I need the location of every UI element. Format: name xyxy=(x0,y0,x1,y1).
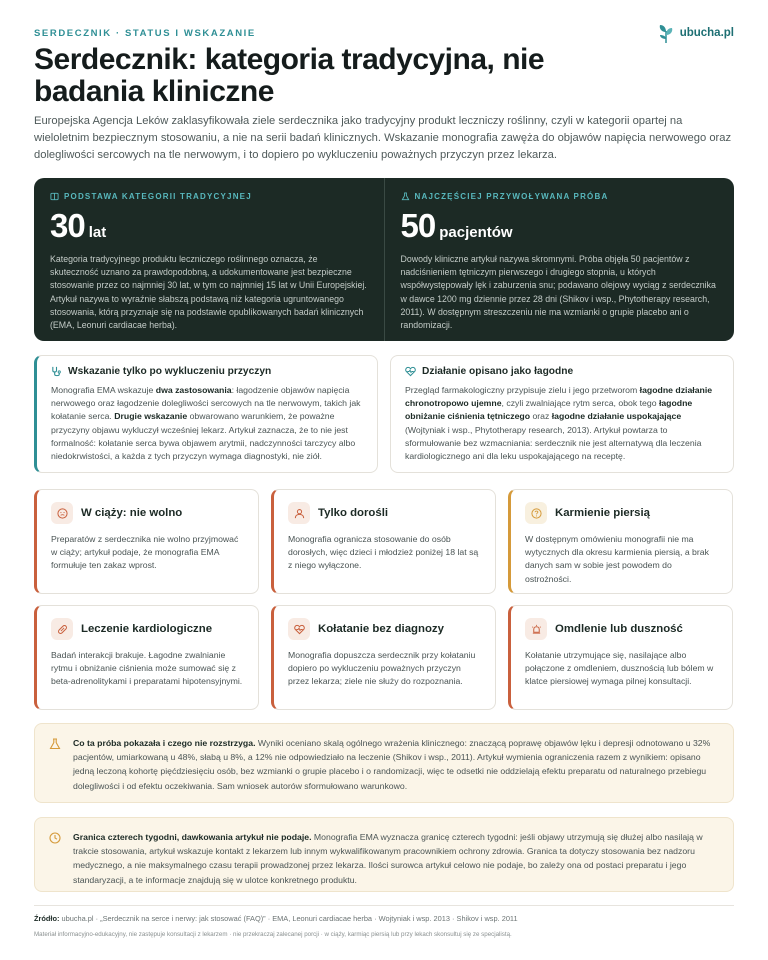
card-cardiology xyxy=(34,605,259,710)
stethoscope-icon xyxy=(51,366,62,377)
brand-name: ubucha.pl xyxy=(679,27,734,39)
clock-icon xyxy=(49,832,61,844)
person-icon xyxy=(294,508,305,519)
brand-logo[interactable] xyxy=(657,22,734,44)
flask-icon xyxy=(49,738,61,750)
stats-panel xyxy=(34,178,734,341)
action-box xyxy=(390,355,734,473)
action-title: Działanie opisano jako łagodne xyxy=(422,366,574,377)
trial-note xyxy=(34,723,734,803)
indication-box xyxy=(34,355,378,473)
card-title: Leczenie kardiologiczne xyxy=(81,623,213,635)
indication-title: Wskazanie tylko po wykluczeniu przyczyn xyxy=(68,366,272,377)
card-text: Monografia dopuszcza serdecznik przy kołataniu dopiero po wykluczeniu poważnych przyczyn przez lekarza; ziele nie służy do rozpoznania. xyxy=(288,650,476,687)
sprout-logo-icon xyxy=(657,22,675,44)
pill-icon xyxy=(57,624,68,635)
card-text: Kołatanie utrzymujące się, nasilające albo połączone z omdleniem, dusznością lub bólem w klatce piersiowej wymaga pilnej konsultacji. xyxy=(525,650,714,687)
note-text: Granica czterech tygodni, dawkowania artykuł nie podaje. Monografia EMA wyznacza granicę czterech tygodni: jeśli objawy utrzymują się dłużej albo nasilają w trakcie stosowania, artykuł wskazuje kontakt z lekarzem lub innym wykwalifikowanym pracownikiem ochrony zdrowia. Granica ta dotyczy stosowania bez nadzoru medycznego, a nie maksymalnego czasu terapii prowadzonej przez lekarza. Ilości surowca artykuł celowo nie podaje, bo zależy ona od postaci preparatu i jego standaryzacji, a te informacje znajdują się w ulotce konkretnego produktu. xyxy=(73,832,703,885)
stat-description: Kategoria tradycyjnego produktu leczniczego roślinnego oznacza, że skuteczność uznano za prawdopodobną, a udokumentowane jest bezpieczne stosowanie przez co najmniej 30 lat, w tym co najmniej 15 lat w Unii Europejskiej. Artykuł nazywa to wyraźnie słabszą podstawą niż kategoria ugruntowanego stosowania, którą przyznaje się na podstawie opublikowanych badań klinicznych (EMA, Leonuri cardiacae herba). xyxy=(50,254,367,331)
stat-unit: lat xyxy=(88,224,107,241)
card-text: Monografia ogranicza stosowanie do osób dorosłych, więc dzieci i młodzież poniżej 18 lat są z niego wyłączone. xyxy=(288,534,479,571)
page-title: Serdecznik: kategoria tradycyjna, nie badania kliniczne xyxy=(34,43,545,108)
source-line: Źródło: ubucha.pl · „Serdecznik na serce i nerwy: jak stosować (FAQ)” · EMA, Leonuri cardiacae herba · Wojtyniak i wsp. 2013 · Shikov i wsp. 2011 xyxy=(34,914,518,923)
heartbeat-icon xyxy=(294,624,305,635)
pregnancy-icon xyxy=(57,508,68,519)
stat-trial xyxy=(384,178,735,341)
stat-number: 30 xyxy=(50,207,85,244)
indication-text: Monografia EMA wskazuje dwa zastosowania: łagodzenie objawów napięcia nerwowego oraz łagodzenie dolegliwości sercowych na tle nerwowym, takich jak kołatanie serca. Drugie wskazanie obwarowano warunkiem, że poważne przyczyny objawu wykluczył wcześniej lekarz. Artykuł zaznacza, że to nie jest formalność: kołatanie serca bywa objawem arytmii, nadczynności tarczycy albo niedokrwistości, a każda z tych przyczyn wymaga diagnostyki, nie ziół. xyxy=(51,385,361,462)
card-fainting xyxy=(508,605,733,710)
lead-paragraph: Europejska Agencja Leków zaklasyfikowała ziele serdecznika jako tradycyjny produkt leczniczy roślinny, czyli w kategorii opartej na wieloletnim bezpiecznym stosowaniu, a nie na serii badań klinicznych. Wskazanie monografia zawęża do objawów napięcia nerwowego oraz dolegliwości sercowych na tle nerwowym, i to dopiero po wykluczeniu poważnych przyczyn przez lekarza. xyxy=(34,115,732,161)
question-icon xyxy=(531,508,542,519)
eyebrow: SERDECZNIK · STATUS I WSKAZANIE xyxy=(34,28,256,39)
stat-label: PODSTAWA KATEGORII TRADYCYJNEJ xyxy=(64,192,252,201)
card-title: Karmienie piersią xyxy=(555,507,650,519)
card-title: Omdlenie lub duszność xyxy=(555,623,683,635)
card-title: W ciąży: nie wolno xyxy=(81,507,183,519)
stat-label: NAJCZĘŚCIEJ PRZYWOŁYWANA PRÓBA xyxy=(414,192,609,201)
stat-number: 50 xyxy=(400,207,436,244)
card-breastfeeding xyxy=(508,489,733,594)
disclaimer: Materiał informacyjno-edukacyjny, nie zastępuje konsultacji z lekarzem · nie przekraczaj zalecanej porcji · w ciąży, karmiąc piersią lub przy lekach skonsultuj się ze specjalistą. xyxy=(34,931,512,938)
card-text: W dostępnym omówieniu monografii nie ma wytycznych dla okresu karmienia piersią, a brak danych sam w sobie jest powodem do ostrożności. xyxy=(525,534,709,584)
card-text: Preparatów z serdecznika nie wolno przyjmować w ciąży; artykuł podaje, że monografia EMA formułuje ten zakaz wprost. xyxy=(51,534,239,571)
stat-tradition xyxy=(34,178,384,341)
footer-divider xyxy=(34,905,734,906)
book-icon xyxy=(50,192,59,201)
card-adults-only xyxy=(271,489,496,594)
four-weeks-note xyxy=(34,817,734,892)
alarm-icon xyxy=(531,624,542,635)
card-title: Kołatanie bez diagnozy xyxy=(318,623,444,635)
stat-unit: pacjentów xyxy=(439,224,513,241)
heart-pulse-icon xyxy=(405,366,416,377)
action-text: Przegląd farmakologiczny przypisuje zielu i jego przetworom łagodne działanie chronotropowo ujemne, czyli zwalniające rytm serca, obok tego łagodne obniżanie ciśnienia tętniczego oraz łagodne działanie uspokajające (Wojtyniak i wsp., Phytotherapy research, 2013). Artykuł powtarza to sformułowanie bez wzmacniania: serdecznik nie jest alternatywą dla leczenia kardiologicznego ani dla leku uspokajającego na receptę. xyxy=(405,385,713,462)
flask-icon xyxy=(401,192,410,201)
card-text: Badań interakcji brakuje. Łagodne zwalnianie rytmu i obniżanie ciśnienia może sumować się z beta-adrenolitykami i preparatami hipotensyjnymi. xyxy=(51,650,243,687)
stat-description: Dowody kliniczne artykuł nazywa skromnymi. Próba objęła 50 pacjentów z nadciśnieniem tętniczym pierwszego i drugiego stopnia, u których współwystępowały lęk i zaburzenia snu; podawano olejowy wyciąg z serdecznika w dawce 1200 mg dziennie przez 28 dni (Shikov i wsp., Phytotherapy research, 2011). W dostępnym streszczeniu nie ma wzmianki o grupie placebo ani o randomizacji. xyxy=(400,254,716,331)
note-text: Co ta próba pokazała i czego nie rozstrzyga. Wyniki oceniano skalą ogólnego wrażenia klinicznego: znaczącą poprawę objawów lęku i depresji odnotowano u 32% pacjentów, umiarkowaną u 48%, słabą u 8%, a 12% nie odpowiedziało na leczenie (Shikov i wsp., 2011). Artykuł wymienia ograniczenia razem z wynikiem: opisano jedną leczoną kohortę pięćdziesięciu osób, bez wzmianki o grupie placebo i o randomizacji, więc te odsetki nie oddzielają efektu preparatu od naturalnego przebiegu dolegliwości i od efektu oczekiwania. Sam wniosek autorów sformułowano warunkowo. xyxy=(73,738,711,791)
card-palpitations xyxy=(271,605,496,710)
card-pregnancy xyxy=(34,489,259,594)
card-title: Tylko dorośli xyxy=(318,507,389,519)
